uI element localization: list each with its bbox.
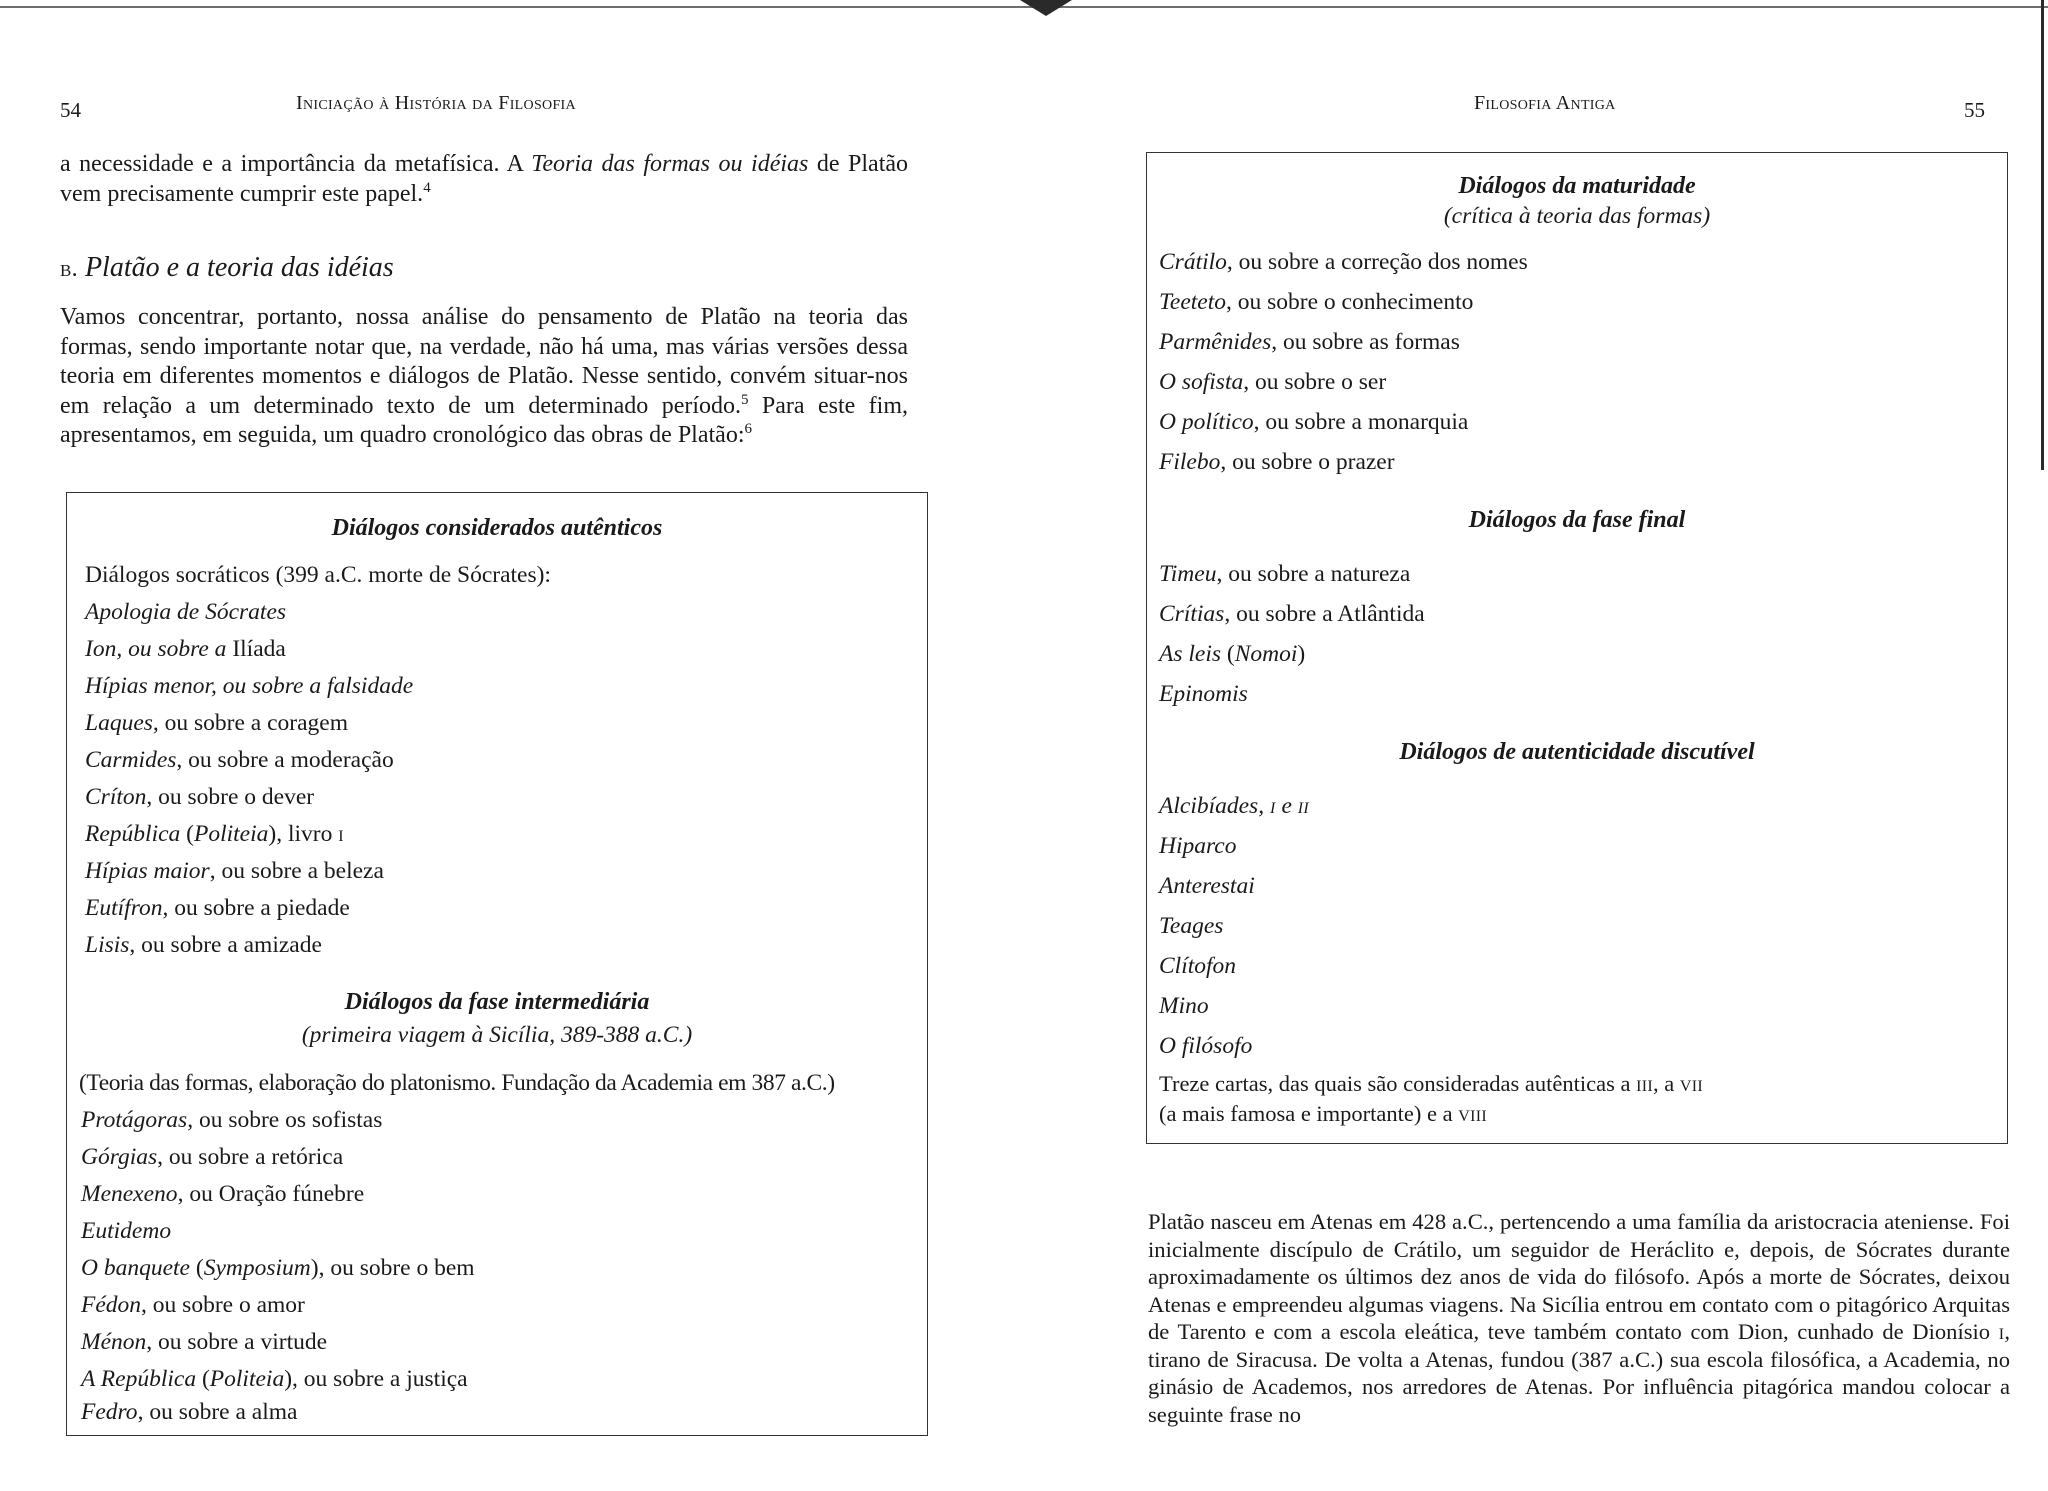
box-heading: Diálogos de autenticidade discutível [1399, 739, 1755, 765]
list-item: Teeteto, ou sobre o conhecimento [1159, 289, 1474, 315]
list-item: Eutífron, ou sobre a piedade [85, 895, 350, 921]
left-page [0, 0, 1010, 1491]
box-heading: Diálogos considerados autênticos [331, 515, 663, 541]
list-item: Parmênides, ou sobre as formas [1159, 329, 1460, 355]
intro-paragraph: a necessidade e a importância da metafísica. A Teoria das formas ou idéias de Platão vem precisamente cumprir este papel.$^4$ [60, 151, 909, 207]
list-item: Eutidemo [81, 1218, 172, 1244]
letters-note: (a mais famosa e importante) e a viii [1159, 1101, 1487, 1126]
list-item: Lisis, ou sobre a amizade [85, 932, 322, 958]
list-item: Mino [1159, 993, 1209, 1019]
footnote-ref: 4 [423, 179, 431, 196]
list-item: Crátilo, ou sobre a correção dos nomes [1159, 249, 1528, 275]
box-heading: Diálogos da maturidade [1458, 173, 1696, 199]
list-item: Hípias maior, ou sobre a beleza [85, 858, 384, 884]
box-heading: Diálogos da fase final [1468, 507, 1686, 533]
list-item: Timeu, ou sobre a natureza [1159, 561, 1411, 587]
chronology-box-continued [1146, 152, 2008, 1144]
list-item: As leis (Nomoi) [1159, 641, 1306, 667]
page-number: 54 [60, 98, 81, 122]
box-intro: (Teoria das formas, elaboração do platonismo. Fundação da Academia em 387 a.C.) [79, 1070, 835, 1096]
list-item: Menexeno, ou Oração fúnebre [81, 1181, 365, 1207]
running-head: Filosofia Antiga [1474, 92, 1616, 114]
list-item: Hiparco [1159, 833, 1237, 859]
body-paragraph: Vamos concentrar, portanto, nossa análise do pensamento de Platão na teoria das formas, sendo importante notar que, na verdade, não há uma, mas várias versões dessa teoria em diferentes momentos e diálogos de Platão. Nesse sentido, convém situar-nos em relação a um determinado texto de um determinado período.$^5$ Para este fim, apresentamos, em seguida, um quadro cronológico das obras de Platão:$^6$ [60, 304, 908, 448]
chronology-box [66, 492, 928, 1436]
list-item: Crítias, ou sobre a Atlântida [1159, 601, 1425, 627]
list-item: Ion, ou sobre a Ilíada [85, 636, 286, 662]
list-item: Filebo, ou sobre o prazer [1159, 449, 1395, 475]
letters-note: Treze cartas, das quais são consideradas autênticas a iii, a vii [1159, 1071, 1704, 1096]
list-item: Epinomis [1159, 681, 1248, 707]
page-number: 55 [1964, 98, 1985, 122]
list-item: Hípias menor, ou sobre a falsidade [85, 673, 414, 699]
box-heading: Diálogos da fase intermediária [344, 989, 650, 1015]
running-head: Iniciação à História da Filosofia [296, 92, 576, 114]
list-item: Fedro, ou sobre a alma [81, 1399, 298, 1425]
list-item: Alcibíades, i e ii [1159, 793, 1310, 819]
list-item: Apologia de Sócrates [85, 599, 287, 625]
list-item: O sofista, ou sobre o ser [1159, 369, 1387, 395]
footnote-ref: 5 [741, 391, 749, 408]
right-page [1020, 0, 2048, 1491]
list-item: O filósofo [1159, 1033, 1253, 1059]
list-item: Teages [1159, 913, 1224, 939]
list-item: A República (Politeia), ou sobre a justiça [81, 1366, 468, 1392]
section-heading: b. Platão e a teoria das idéias [60, 252, 394, 283]
list-item: Clítofon [1159, 953, 1237, 979]
list-item: Protágoras, ou sobre os sofistas [81, 1107, 383, 1133]
footnote-ref: 6 [744, 421, 752, 437]
list-item: Fédon, ou sobre o amor [81, 1292, 305, 1318]
box-subheading: (crítica à teoria das formas) [1443, 203, 1711, 229]
list-item: Górgias, ou sobre a retórica [81, 1144, 344, 1170]
list-item: O político, ou sobre a monarquia [1159, 409, 1469, 435]
box-subheading: (primeira viagem à Sicília, 389-388 a.C.) [301, 1022, 693, 1048]
list-item: Críton, ou sobre o dever [85, 784, 315, 810]
list-item: Carmides, ou sobre a moderação [85, 747, 394, 773]
list-item: O banquete (Symposium), ou sobre o bem [81, 1255, 475, 1281]
list-item: Anterestai [1159, 873, 1255, 899]
box-intro: Diálogos socráticos (399 a.C. morte de Sócrates): [85, 562, 551, 588]
body-paragraph: Platão nasceu em Atenas em 428 a.C., pertencendo a uma família da aristocracia ateniense. Foi inicialmente discípulo de Crátilo, um seguidor de Heráclito e, depois, de Sócrates durante aproximadamente os últimos dez anos de vida do filósofo. Após a morte de Sócrates, deixou Atenas e empreendeu algumas viagens. Na Sicília entrou em contato com o pitagórico Arquitas de Tarento e com a escola eleática, teve também contato com Dion, cunhado de Dionísio i, tirano de Siracusa. De volta a Atenas, fundou (387 a.C.) sua escola filosófica, a Academia, no ginásio de Academos, nos arredores de Atenas. Por influência pitagórica mandou colocar a seguinte frase no [1148, 1209, 2010, 1427]
list-item: República (Politeia), livro i [85, 821, 344, 847]
list-item: Ménon, ou sobre a virtude [81, 1329, 328, 1355]
list-item: Laques, ou sobre a coragem [85, 710, 349, 736]
